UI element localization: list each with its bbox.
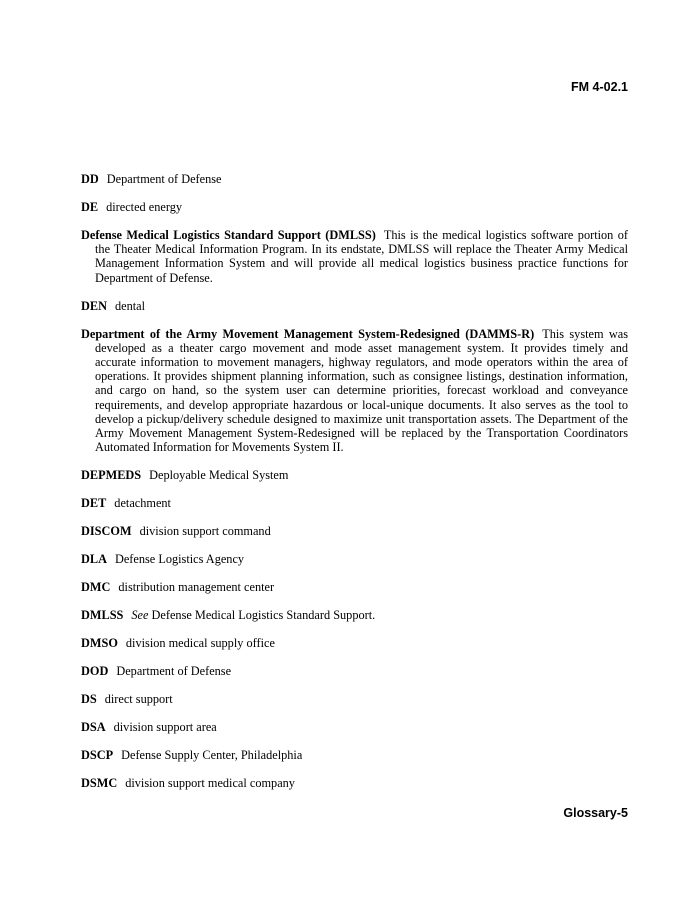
glossary-entry: [81, 636, 628, 650]
glossary-term: DSA: [81, 720, 106, 735]
glossary-term: DEN: [81, 298, 107, 313]
glossary-list: [81, 172, 628, 804]
glossary-term: DE: [81, 200, 99, 214]
page-number-footer: Glossary-5: [563, 806, 628, 820]
glossary-term: DSMC: [81, 776, 118, 791]
glossary-entry: [81, 580, 628, 594]
glossary-entry: [81, 200, 628, 214]
glossary-term: DD: [81, 172, 99, 186]
glossary-entry: [81, 720, 628, 734]
glossary-entry: [81, 468, 628, 482]
glossary-entry: [81, 692, 628, 706]
glossary-definition: division support command: [139, 524, 271, 539]
glossary-term: Department of the Army Movement Management System-Redesigned (DAMMS-R): [81, 326, 535, 341]
glossary-definition: Defense Supply Center, Philadelphia: [121, 748, 303, 763]
glossary-entry: [81, 299, 628, 313]
glossary-entry: [81, 228, 628, 285]
glossary-term: DEPMEDS: [81, 468, 142, 483]
glossary-entry: [81, 552, 628, 566]
glossary-term: DMC: [81, 580, 111, 595]
glossary-term: DS: [81, 692, 97, 707]
glossary-definition: division support medical company: [125, 776, 295, 791]
glossary-definition: dental: [114, 298, 146, 313]
glossary-term: DMSO: [81, 636, 118, 651]
see-reference-label: See: [131, 608, 149, 623]
glossary-entry: [81, 748, 628, 762]
glossary-term: Defense Medical Logistics Standard Support (DMLSS): [81, 228, 376, 242]
glossary-definition: Defense Medical Logistics Standard Support.: [151, 608, 376, 623]
glossary-term: DLA: [81, 552, 107, 567]
glossary-definition: distribution management center: [118, 580, 275, 595]
glossary-definition: This is the medical logistics software portion of the Theater Medical Information Program. In its endstate, DMLSS will replace the Theater Army Medical Management Information System and will provide all medical logistics business practice functions for Department of Defense.: [95, 228, 629, 285]
document-id-header: FM 4-02.1: [571, 80, 628, 94]
glossary-definition: division medical supply office: [125, 636, 275, 651]
glossary-definition: Deployable Medical System: [149, 468, 289, 483]
glossary-definition: Defense Logistics Agency: [114, 552, 245, 567]
glossary-entry: [81, 327, 628, 455]
glossary-term: DMLSS: [81, 608, 124, 623]
glossary-term: DOD: [81, 664, 109, 679]
glossary-definition: direct support: [104, 692, 173, 707]
glossary-entry: [81, 496, 628, 510]
glossary-term: DET: [81, 496, 107, 511]
glossary-definition: Department of Defense: [116, 664, 232, 679]
glossary-term: DISCOM: [81, 524, 132, 539]
glossary-definition: detachment: [114, 496, 171, 511]
glossary-definition: This system was developed as a theater cargo movement and mode asset management system. It provides timely and accurate information to movement managers, highway regulators, and mode operators within the area of operations. It provides shipment planning information, such as consignee listings, destination information, and cargo on hand, so the system user can determine priorities, forecast workload and conveyance requirements, and develop appropriate hazardous or local-unique documents. It also serves as the tool to develop a pickup/delivery schedule designed to maximize unit transportation assets. The Department of the Army Movement Management System-Redesigned will be replaced by the Transportation Coordinators Automated Information for Movements System II.: [95, 326, 628, 455]
glossary-entry: [81, 776, 628, 790]
glossary-entry: [81, 608, 628, 622]
glossary-entry: [81, 664, 628, 678]
glossary-term: DSCP: [81, 748, 114, 763]
glossary-definition: Department of Defense: [106, 172, 222, 186]
glossary-entry: [81, 172, 628, 186]
glossary-definition: directed energy: [106, 200, 183, 214]
glossary-entry: [81, 524, 628, 538]
glossary-definition: division support area: [113, 720, 217, 735]
